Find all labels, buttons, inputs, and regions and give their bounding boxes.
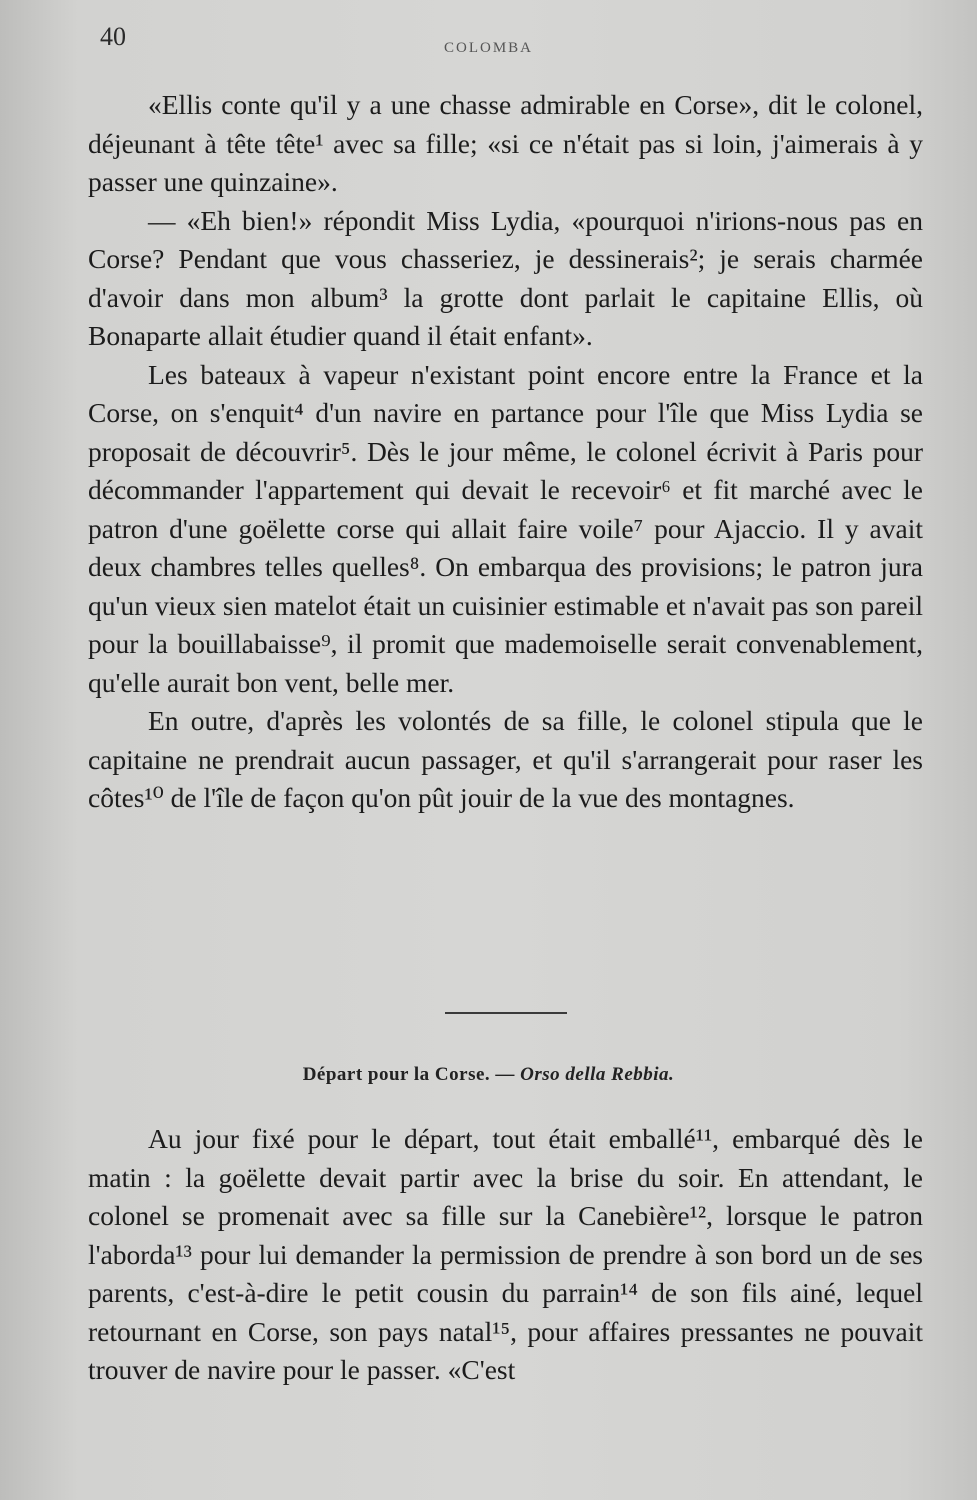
page-number: 40	[100, 22, 126, 51]
text-block-1	[88, 86, 923, 818]
paragraph: Les bateaux à vapeur n'existant point encore entre la France et la Corse, on s'enquit⁴ d'un navire en partance pour l'île que Miss Lydia se proposait de découvrir⁵. Dès le jour même, le colonel écrivit à Paris pour décommander l'appartement qui devait le recevoir⁶ et fit marché avec le patron d'une goëlette corse qui allait faire voile⁷ pour Ajaccio. Il y avait deux chambres telles quelles⁸. On embarqua des provisions; le patron jura qu'un vieux sien matelot était un cuisinier estimable et n'avait pas son pareil pour la bouillabaisse⁹, il promit que mademoiselle serait convenablement, qu'elle aurait bon vent, belle mer.	[88, 358, 923, 698]
text-block-2	[88, 1120, 923, 1390]
section-title-part2: Orso della Rebbia.	[520, 1064, 675, 1085]
running-head: COLOMBA	[443, 40, 533, 56]
section-title-part1: Départ pour la Corse. —	[302, 1064, 521, 1085]
paragraph: Au jour fixé pour le départ, tout était emballé¹¹, embarqué dès le matin : la goëlette devait partir avec la brise du soir. En attendant, le colonel se promenait avec sa fille sur la Canebière¹², lorsque le patron l'aborda¹³ pour lui demander la permission de prendre à son bord un de ses parents, c'est-à-dire le petit cousin du parrain¹⁴ de son fils ainé, lequel retournant en Corse, son pays natal¹⁵, pour affaires pressantes ne pouvait trouver de navire pour le passer. «C'est	[88, 1123, 923, 1385]
section-divider	[445, 1012, 567, 1014]
paragraph: «Ellis conte qu'il y a une chasse admirable en Corse», dit le colonel, déjeunant à tête tête¹ avec sa fille; «si ce n'était pas si loin, j'aimerais à y passer une quinzaine».	[88, 89, 923, 197]
paragraph: — «Eh bien!» répondit Miss Lydia, «pourquoi n'irions-nous pas en Corse? Pendant que vous chasseriez, je dessinerais²; je serais charmée d'avoir dans mon album³ la grotte dont parlait le capitaine Ellis, où Bonaparte allait étudier quand il était enfant».	[88, 204, 923, 351]
paragraph: En outre, d'après les volontés de sa fille, le colonel stipula que le capitaine ne prendrait aucun passager, et qu'il s'arrangerait pour raser les côtes¹⁰ de l'île de façon qu'on pût jouir de la vue des montagnes.	[88, 705, 923, 813]
section-title	[0, 1064, 977, 1086]
